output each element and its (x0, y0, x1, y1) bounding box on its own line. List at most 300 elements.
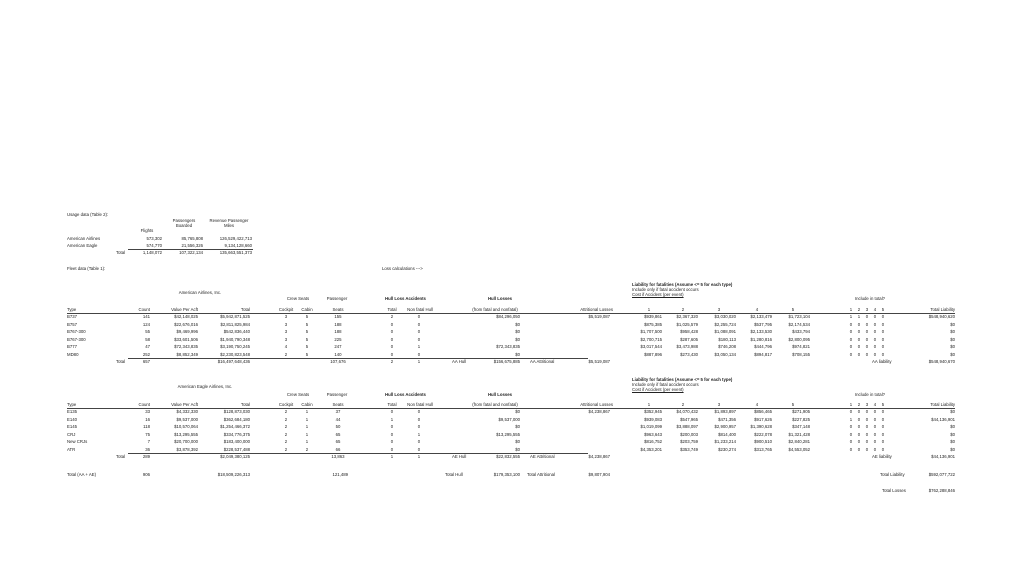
cell-c4: $313,765 (754, 446, 772, 452)
cell-seats: 65 (335, 431, 341, 437)
col-header-include-3: 3 (865, 307, 869, 312)
usage-cell: 574,770 (146, 243, 162, 248)
cell-i5: 0 (881, 329, 885, 334)
ae-crew-seats: Crew Seats (286, 392, 310, 397)
col-header-event-4: 4 (755, 402, 759, 407)
cell-seats: 140 (334, 351, 342, 357)
col-header-nonfatal: Non fatal Hull (407, 402, 433, 407)
cell-attr: $5,519,087 (588, 314, 610, 319)
cell-i5: 0 (881, 314, 885, 319)
cell-c3: $471,356 (718, 416, 736, 422)
cell-i5: 0 (881, 351, 885, 357)
col-header-include-5: 5 (881, 402, 885, 407)
cell-count: 124 (142, 321, 150, 327)
cell-seats: 37 (335, 409, 341, 414)
cell-hl_total: 0 (390, 321, 394, 327)
ae-airline-title: American Eagle Airlines, Inc. (177, 384, 233, 389)
cell-i3: 0 (865, 336, 869, 342)
cell-i3: 0 (865, 446, 869, 452)
cell-c2: $3,888,097 (676, 424, 698, 429)
cell-i4: 0 (873, 409, 877, 414)
cell-i3: 0 (865, 344, 869, 349)
cell-i3: 0 (865, 329, 869, 334)
cell-i1: 0 (849, 409, 853, 414)
col-header-include-4: 4 (873, 402, 877, 407)
col-header-count: Count (138, 402, 150, 407)
usage-cell: 85,765,808 (181, 236, 203, 241)
cell-c2: $353,749 (680, 446, 698, 452)
usage-cell: 126,529,422,713 (219, 236, 252, 241)
aa-liability-sub: Include only if fatal accident occurs (632, 287, 699, 292)
cell-c3: $1,893,897 (714, 409, 736, 414)
cell-cockpit: 2 (284, 424, 288, 429)
col-header-total: Total (240, 402, 250, 407)
cell-type: E145 (67, 424, 78, 429)
cell-c2: $200,003 (680, 431, 698, 437)
cell-nonfatal: 1 (417, 431, 421, 437)
grand-attr: $9,807,904 (588, 472, 610, 477)
ae-hull-losses: Hull Losses (487, 392, 513, 397)
total-liab-label: AE liability (872, 454, 892, 459)
total-hl: 2 (390, 359, 394, 364)
cell-i2: 0 (857, 329, 861, 334)
cell-i1: 0 (849, 351, 853, 357)
cell-hl_total: 0 (390, 424, 394, 429)
ae-liability-title: Liability for fatalities (Assume <= 5 for each type) (632, 377, 733, 382)
cell-c1: $887,896 (644, 351, 662, 357)
col-header-event-5: 5 (791, 307, 795, 312)
total-hl: 1 (390, 454, 394, 459)
cell-c3: $1,088,091 (714, 329, 736, 334)
usage-header-flights: Flights (140, 228, 154, 233)
cell-c4: $856,465 (754, 409, 772, 414)
cell-i1: 0 (849, 321, 853, 327)
cell-cabin: 1 (305, 409, 309, 414)
cell-liab: $0 (950, 439, 955, 444)
cell-liab: $0 (950, 409, 955, 414)
cell-cabin: 5 (305, 314, 309, 319)
cell-i5: 0 (881, 409, 885, 414)
cell-hull: $0 (515, 439, 520, 444)
cell-c4: $917,626 (754, 416, 772, 422)
cell-hull: $0 (515, 424, 520, 429)
cell-hl_total: 0 (390, 409, 394, 414)
cell-type: New CRJs (67, 439, 88, 444)
cell-i4: 0 (873, 351, 877, 357)
total-liab: $548,940,670 (928, 359, 955, 364)
cell-type: MD80 (67, 351, 79, 357)
col-header-event-1: 1 (647, 307, 651, 312)
col-header-include-1: 1 (849, 307, 853, 312)
cell-hl_total: 2 (390, 314, 394, 319)
cell-c3: $2,900,957 (714, 424, 736, 429)
cell-i4: 0 (873, 344, 877, 349)
cell-i5: 0 (881, 416, 885, 422)
col-header-value: Value Per Acft (171, 402, 198, 407)
cell-type: B777 (67, 344, 78, 349)
cell-c2: $4,070,432 (676, 409, 698, 414)
cell-total: $2,811,825,984 (220, 321, 250, 327)
cell-type: E135 (67, 409, 78, 414)
cell-i1: 0 (849, 344, 853, 349)
cell-cockpit: 2 (284, 409, 288, 414)
cell-c1: $963,643 (644, 431, 662, 437)
cell-c4: $444,796 (754, 344, 772, 349)
aa-cost-per-event: Cost if Accident (per event) (632, 292, 684, 297)
usage-cell: 9,134,128,660 (224, 243, 252, 248)
cell-c4: $222,078 (754, 431, 772, 437)
total-label: Total (116, 454, 126, 459)
cell-count: 58 (145, 336, 150, 342)
cell-i4: 0 (873, 416, 877, 422)
col-header-cockpit: Cockpit (278, 402, 294, 407)
cell-seats: 247 (334, 344, 342, 349)
cell-cabin: 5 (305, 321, 309, 327)
cell-i3: 0 (865, 439, 869, 444)
cell-cabin: 5 (305, 329, 309, 334)
cell-count: 75 (145, 431, 150, 437)
col-header-type: Type (67, 402, 77, 407)
cell-cabin: 1 (305, 424, 309, 429)
cell-hull: $0 (515, 351, 520, 357)
grand-total-count: 906 (142, 472, 150, 477)
col-header-seats: Seats (332, 402, 344, 407)
cell-hull: $84,296,050 (496, 314, 520, 319)
ae-passenger: Passenger (326, 392, 348, 397)
col-header-nonfatal: Non fatal Hull (407, 307, 433, 312)
cell-c1: $816,752 (644, 439, 662, 444)
col-header-event-3: 3 (717, 402, 721, 407)
cell-c5: $4,553,052 (788, 446, 810, 452)
cell-cockpit: 4 (284, 344, 288, 349)
cell-attr: $4,238,867 (588, 409, 610, 414)
loss-calc-title: Loss calculations ---> (382, 266, 423, 271)
cell-count: 7 (147, 439, 150, 444)
cell-c2: $958,428 (680, 329, 698, 334)
cell-cockpit: 3 (284, 329, 288, 334)
cell-count: 252 (142, 351, 150, 357)
cell-value: $3,878,392 (176, 446, 198, 452)
cell-count: 47 (145, 344, 150, 349)
cell-hull: $0 (515, 409, 520, 414)
cell-hl_total: 0 (390, 344, 394, 349)
cell-value: $10,570,064 (174, 424, 198, 429)
cell-hl_total: 0 (390, 351, 394, 357)
cell-type: B757 (67, 321, 78, 327)
cell-cockpit: 2 (284, 439, 288, 444)
total-label: Total (116, 359, 126, 364)
total-count: 657 (142, 359, 150, 364)
col-header-include-4: 4 (873, 307, 877, 312)
cell-hl_total: 1 (390, 416, 394, 422)
aa-hull-losses: Hull Losses (487, 296, 513, 301)
total-liab: $44,136,901 (931, 454, 955, 459)
total-seats: 13,863 (331, 454, 345, 459)
cell-c3: $814,400 (718, 431, 736, 437)
cell-value: $72,343,835 (174, 344, 198, 349)
cell-cockpit: 2 (284, 431, 288, 437)
cell-total: $2,230,823,548 (220, 351, 250, 357)
cell-nonfatal: 0 (417, 446, 421, 452)
cell-i4: 0 (873, 321, 877, 327)
col-header-type: Type (67, 307, 77, 312)
usage-title: Usage data (Table 2): (67, 212, 109, 217)
cell-nonfatal: 0 (417, 321, 421, 327)
cell-total: $334,776,375 (223, 431, 250, 437)
cell-c4: $1,280,816 (750, 336, 772, 342)
cell-cockpit: 3 (284, 321, 288, 327)
cell-value: $4,332,330 (176, 409, 198, 414)
total-seats: 107,676 (330, 359, 346, 364)
col-header-hull-sub: (from fatal and nonfatal) (472, 307, 518, 312)
cell-c2: $547,965 (680, 416, 698, 422)
cell-total: $362,684,180 (223, 416, 250, 422)
cell-nonfatal: 0 (417, 314, 421, 319)
usage-cell: 21,556,326 (181, 243, 203, 248)
cell-cabin: 1 (305, 431, 309, 437)
cell-c2: $1,025,579 (676, 321, 698, 327)
total-nonfatal: 1 (417, 454, 421, 459)
cell-i5: 0 (881, 439, 885, 444)
cell-liab: $44,136,901 (931, 416, 955, 422)
cell-count: 141 (142, 314, 150, 319)
grand-liab: $592,077,722 (928, 472, 955, 477)
cell-total: $542,836,440 (223, 329, 250, 334)
cell-c5: $1,321,428 (788, 431, 810, 437)
cell-hull: $9,537,000 (498, 416, 520, 422)
cell-hull: $0 (515, 329, 520, 334)
cell-i1: 0 (849, 439, 853, 444)
col-header-value: Value Per Acft (171, 307, 198, 312)
cell-value: $9,537,000 (176, 416, 198, 422)
cell-c2: $3,473,988 (676, 344, 698, 349)
ae-include: Include in total? (854, 392, 886, 397)
cell-cockpit: 2 (284, 351, 288, 357)
cell-count: 55 (145, 329, 150, 334)
cell-nonfatal: 0 (417, 409, 421, 414)
cell-i2: 0 (857, 344, 861, 349)
total-value: $2,049,380,125 (220, 454, 250, 459)
usage-header-rpm: Revenue Passenger Miles (209, 218, 249, 228)
grand-hull: $179,353,100 (493, 472, 520, 477)
cell-c2: $203,759 (680, 439, 698, 444)
cell-cabin: 5 (305, 351, 309, 357)
col-header-include-5: 5 (881, 307, 885, 312)
cell-hull: $13,295,555 (496, 431, 520, 437)
col-header-include-1: 1 (849, 402, 853, 407)
grand-total-value: $18,509,226,313 (217, 472, 250, 477)
cell-i2: 0 (857, 321, 861, 327)
cell-i2: 0 (857, 351, 861, 357)
cell-seats: 225 (334, 336, 342, 342)
col-header-seats: Seats (332, 307, 344, 312)
cell-c4: $1,390,628 (750, 424, 772, 429)
cell-c4: $537,795 (754, 321, 772, 327)
usage-cell: 573,302 (146, 236, 162, 241)
cell-i1: 1 (849, 416, 853, 422)
aa-liability-title: Liability for fatalities (Assume <= 5 for each type) (632, 282, 733, 287)
cell-i3: 0 (865, 409, 869, 414)
col-header-hl-total: Total (387, 307, 397, 312)
grand-loss-label: Total Losses (882, 488, 906, 493)
cell-cabin: 5 (305, 336, 309, 342)
cell-nonfatal: 0 (417, 439, 421, 444)
ae-liability-sub: Include only if fatal accident occurs (632, 382, 699, 387)
cell-liab: $0 (950, 329, 955, 334)
cell-i5: 0 (881, 321, 885, 327)
cell-total: $1,940,790,348 (220, 336, 250, 342)
cell-c5: $708,155 (792, 351, 810, 357)
cell-c3: $2,255,724 (714, 321, 736, 327)
total-hull: $22,832,555 (496, 454, 520, 459)
cell-cabin: 5 (305, 344, 309, 349)
usage-total-label: Total (116, 250, 126, 255)
usage-row-label: American Eagle (67, 243, 98, 248)
aa-include: Include in total? (854, 296, 886, 301)
fleet-title: Fleet data (Table 1): (67, 266, 106, 271)
total-value: $16,497,648,436 (217, 359, 250, 364)
col-header-total-liability: Total Liability (930, 307, 955, 312)
cell-c5: $347,148 (792, 424, 810, 429)
col-header-cabin: Cabin (301, 402, 313, 407)
cell-hl_total: 0 (390, 439, 394, 444)
cell-count: 118 (143, 424, 150, 429)
cell-value: $33,601,506 (174, 336, 198, 342)
cell-i3: 0 (865, 321, 869, 327)
cell-c3: $180,113 (718, 336, 736, 342)
cell-seats: 44 (335, 416, 341, 422)
cell-count: 33 (145, 409, 150, 414)
cell-total: $228,537,488 (223, 446, 250, 452)
cell-c4: $894,817 (754, 351, 772, 357)
total-nonfatal: 1 (417, 359, 421, 364)
cell-i4: 0 (873, 314, 877, 319)
cell-value: $8,852,349 (176, 351, 198, 357)
cell-liab: $0 (950, 431, 955, 437)
total-liab-label: AA liability (872, 359, 892, 364)
cell-hull: $72,343,835 (496, 344, 520, 349)
cell-cockpit: 3 (284, 336, 288, 342)
cell-c5: $433,794 (792, 329, 810, 334)
cell-cockpit: 2 (284, 416, 288, 422)
cell-nonfatal: 0 (417, 424, 421, 429)
cell-c4: $2,133,530 (750, 329, 772, 334)
cell-cabin: 1 (305, 416, 309, 422)
cell-cabin: 1 (305, 439, 309, 444)
cell-c1: $875,385 (644, 321, 662, 327)
cell-c2: $273,430 (680, 351, 698, 357)
cell-nonfatal: 0 (417, 329, 421, 334)
cell-i2: 0 (857, 439, 861, 444)
cell-c3: $230,274 (718, 446, 736, 452)
cell-i5: 0 (881, 431, 885, 437)
cell-hull: $0 (515, 321, 520, 327)
cell-c3: $746,208 (718, 344, 736, 349)
cell-type: B737 (67, 314, 78, 319)
total-hull-label: AE Hull (452, 454, 467, 459)
cell-type: E140 (67, 416, 78, 422)
cell-i2: 0 (857, 409, 861, 414)
col-header-hl-total: Total (387, 402, 397, 407)
cell-seats: 188 (334, 321, 342, 327)
cell-c3: $3,030,020 (714, 314, 736, 319)
cell-liab: $0 (950, 344, 955, 349)
cell-value: $9,469,996 (176, 329, 198, 334)
grand-total-label: Total (AA + AE) (67, 472, 97, 477)
cell-c2: $287,605 (680, 336, 698, 342)
col-header-count: Count (138, 307, 150, 312)
cell-value: $13,295,555 (174, 431, 198, 437)
cell-i3: 0 (865, 314, 869, 319)
cell-hl_total: 0 (390, 431, 394, 437)
cell-c4: $2,133,479 (750, 314, 772, 319)
col-header-include-2: 2 (857, 402, 861, 407)
cell-seats: 66 (335, 446, 341, 452)
cell-i4: 0 (873, 431, 877, 437)
cell-i2: 0 (857, 446, 861, 452)
cell-c1: $3,017,544 (640, 344, 662, 349)
cell-count: 16 (145, 416, 150, 422)
cell-c5: $974,821 (792, 344, 810, 349)
cell-c5: $227,825 (792, 416, 810, 422)
total-attr: $4,238,867 (588, 454, 610, 459)
cell-total: $5,942,871,525 (220, 314, 250, 319)
total-count: 289 (142, 454, 150, 459)
col-header-cockpit: Cockpit (278, 307, 294, 312)
cell-type: ATR (67, 446, 76, 452)
cell-c5: $2,840,281 (788, 439, 810, 444)
col-header-attritional: Attritional Losses (580, 402, 613, 407)
cell-hull: $0 (515, 336, 520, 342)
cell-type: B767-300 (67, 336, 86, 342)
col-header-total-liability: Total Liability (930, 402, 955, 407)
col-header-attritional: Attritional Losses (580, 307, 613, 312)
usage-row-label: American Airlines (67, 236, 101, 241)
cell-nonfatal: 0 (417, 351, 421, 357)
cell-c1: $1,707,500 (640, 329, 662, 334)
col-header-event-2: 2 (681, 402, 685, 407)
cell-i5: 0 (881, 336, 885, 342)
grand-total-seats: 121,489 (332, 472, 348, 477)
cell-liab: $0 (950, 351, 955, 357)
col-header-include-2: 2 (857, 307, 861, 312)
cell-value: $22,676,016 (174, 321, 198, 327)
cell-i5: 0 (881, 424, 885, 429)
cell-value: $42,148,025 (174, 314, 198, 319)
grand-attr-label: Total Attritional (527, 472, 555, 477)
cell-i2: 1 (857, 314, 861, 319)
cell-c1: $939,861 (644, 314, 662, 319)
cell-cockpit: 2 (284, 446, 288, 452)
usage-header-passengers: Passengers Boarded (172, 218, 196, 228)
cell-hl_total: 0 (390, 329, 394, 334)
cell-seats: 50 (335, 424, 341, 429)
total-attr-label: AA Attritional (530, 359, 555, 364)
cell-seats: 65 (335, 439, 341, 444)
cell-i3: 0 (865, 416, 869, 422)
usage-total-cell: 107,322,134 (179, 250, 203, 255)
cell-i1: 1 (849, 314, 853, 319)
aa-passenger: Passenger (326, 296, 348, 301)
cell-value: $20,700,000 (174, 439, 198, 444)
col-header-event-2: 2 (681, 307, 685, 312)
cell-i4: 0 (873, 439, 877, 444)
col-header-hull-sub: (from fatal and nonfatal) (472, 402, 518, 407)
col-header-event-3: 3 (717, 307, 721, 312)
total-attr: $5,519,087 (588, 359, 610, 364)
grand-hull-label: Total Hull (445, 472, 463, 477)
cell-c5: $271,905 (792, 409, 810, 414)
